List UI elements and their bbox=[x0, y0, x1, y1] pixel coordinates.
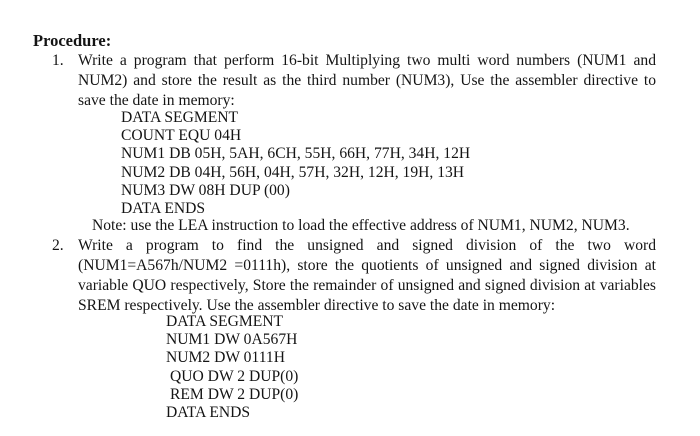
procedure-item-1 bbox=[52, 51, 656, 111]
code-line: COUNT EQU 04H bbox=[121, 127, 242, 145]
procedure-heading: Procedure: bbox=[33, 31, 112, 50]
code-line: DATA SEGMENT bbox=[121, 109, 239, 126]
item-text: Write a program that perform 16-bit Multiplying two multi word numbers (NUM1 and NUM2) and store the result as the third number (NUM3), Use the assembler directive to save the date in memory: bbox=[78, 52, 656, 109]
code-line: NUM3 DW 08H DUP (00) bbox=[121, 181, 290, 199]
item-text: Write a program to find the unsigned and signed division of the two word (NUM1=A567h/NUM2 =0111h), store the quotients of unsigned and signed division at variable QUO respectively, Store the remainder of unsigned and signed division at variables SREM respectively. Use the assembler directive to save the date in memory: bbox=[78, 237, 656, 314]
code-line: NUM2 DB 04H, 56H, 04H, 57H, 32H, 12H, 19H, 13H bbox=[121, 163, 465, 181]
code-line: NUM1 DW 0A567H bbox=[166, 331, 298, 349]
lea-note: Note: use the LEA instruction to load the effective address of NUM1, NUM2, NUM3. bbox=[92, 217, 630, 234]
code-line: DATA ENDS bbox=[121, 200, 206, 218]
item-number: 2. bbox=[52, 237, 64, 254]
code-line: DATA SEGMENT bbox=[166, 313, 284, 330]
procedure-item-2 bbox=[52, 236, 656, 316]
code-line: QUO DW 2 DUP(0) bbox=[170, 367, 299, 385]
code-line: DATA ENDS bbox=[166, 404, 251, 422]
item-number: 1. bbox=[52, 52, 64, 69]
code-block-2 bbox=[166, 313, 298, 422]
code-block-1 bbox=[121, 109, 470, 218]
code-line: REM DW 2 DUP(0) bbox=[170, 385, 299, 403]
code-line: NUM1 DB 05H, 5AH, 6CH, 55H, 66H, 77H, 34H, 12H bbox=[121, 145, 471, 163]
code-line: NUM2 DW 0111H bbox=[166, 349, 285, 367]
